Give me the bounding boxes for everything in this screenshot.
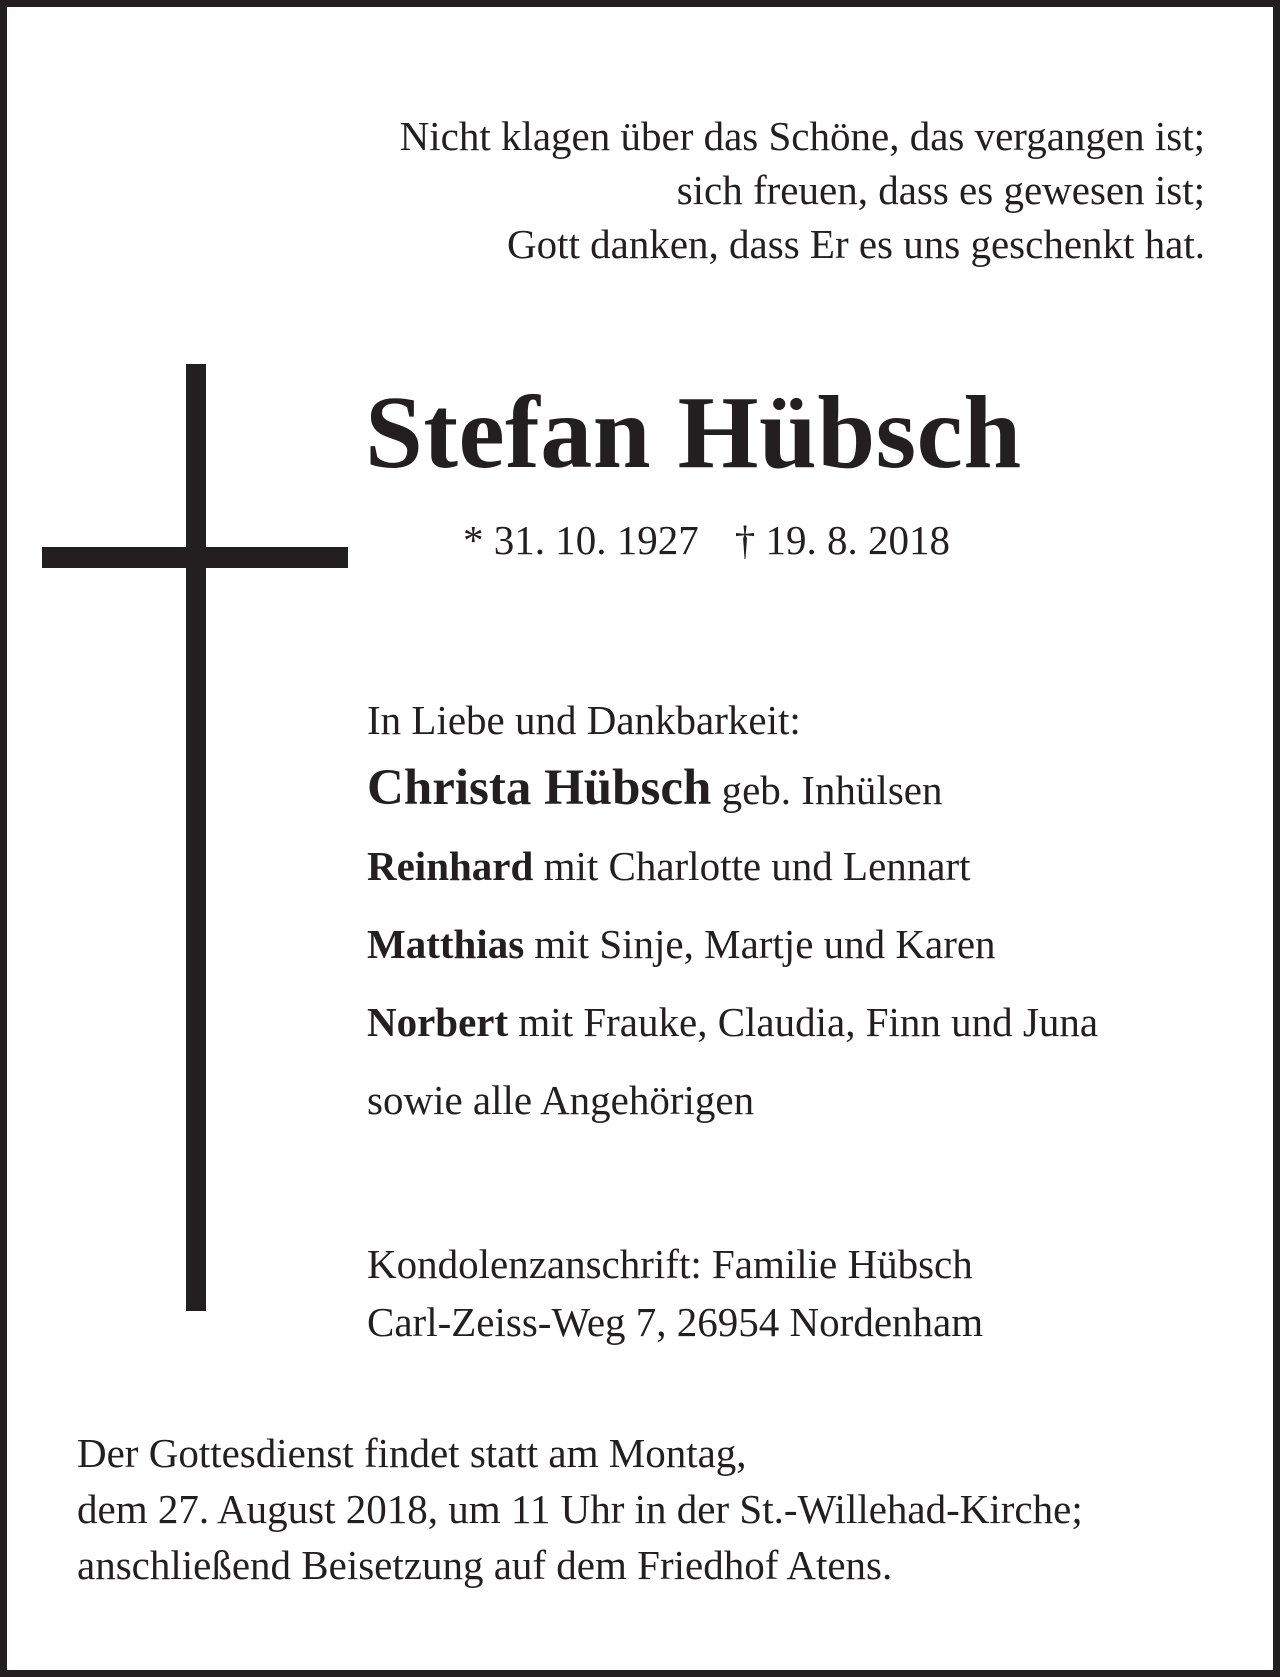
mourner-line [367, 997, 1098, 1075]
address-line: Carl-Zeiss-Weg 7, 26954 Nordenham [367, 1299, 984, 1345]
cross-vertical-bar [186, 364, 206, 1311]
poem [400, 109, 1205, 271]
mourner-family: mit Sinje, Martje und Karen [524, 921, 996, 967]
service-line: dem 27. August 2018, um 11 Uhr in der St.-Willehad-Kirche; [77, 1486, 1083, 1532]
mourner-name: Matthias [367, 921, 525, 967]
spouse-name: Christa Hübsch [367, 760, 712, 816]
poem-line: Nicht klagen über das Schöne, das vergangen ist; [399, 113, 1205, 159]
cross-horizontal-bar [42, 547, 348, 568]
service-line: anschließend Beisetzung auf dem Friedhof Atens. [77, 1542, 893, 1588]
death-date: † 19. 8. 2018 [734, 517, 950, 563]
mourner-family: mit Charlotte und Lennart [533, 843, 971, 889]
address-line: Kondolenzanschrift: Familie Hübsch [367, 1241, 973, 1287]
mourner-family: mit Frauke, Claudia, Finn und Juna [508, 999, 1099, 1045]
funeral-service-info [77, 1425, 1083, 1593]
poem-line: Gott danken, dass Er es uns geschenkt hat. [507, 221, 1205, 267]
mourner-line [367, 841, 1098, 919]
mourners-list [367, 695, 1098, 1153]
spouse-line [367, 760, 1098, 841]
life-dates [463, 515, 950, 565]
condolence-address [367, 1235, 983, 1351]
mourner-name: Reinhard [367, 843, 534, 889]
spouse-note: geb. Inhülsen [711, 767, 943, 813]
mourner-name: Norbert [367, 999, 509, 1045]
mourners-intro: In Liebe und Dankbarkeit: [367, 697, 801, 743]
deceased-name: Stefan Hübsch [365, 375, 1022, 490]
service-line: Der Gottesdienst findet statt am Montag, [77, 1430, 747, 1476]
birth-date: * 31. 10. 1927 [463, 517, 699, 563]
mourners-closing: sowie alle Angehörigen [367, 1077, 755, 1123]
poem-line: sich freuen, dass es gewesen ist; [676, 167, 1205, 213]
mourner-line [367, 919, 1098, 997]
